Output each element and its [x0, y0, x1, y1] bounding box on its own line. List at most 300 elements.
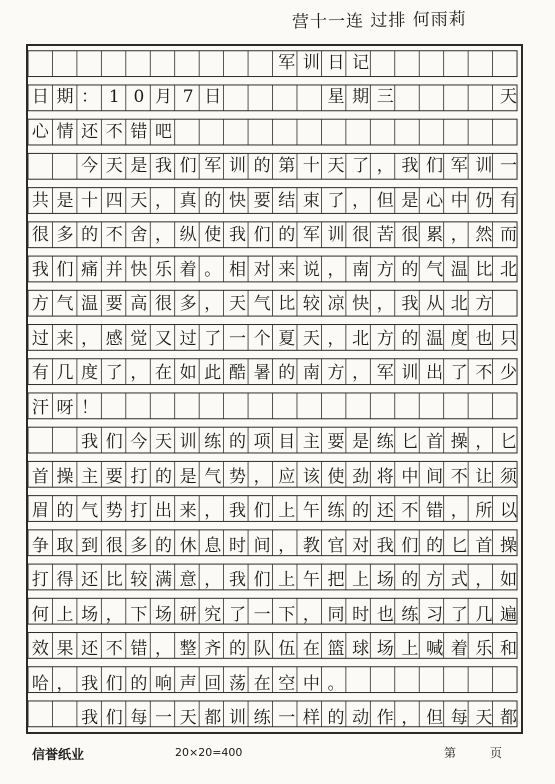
grid-cell: 在: [155, 363, 173, 383]
grid-cell: 球: [352, 639, 370, 659]
grid-spec: 20×20=400: [175, 746, 243, 759]
grid-cell: 的: [130, 673, 148, 694]
grid-cell: [373, 671, 398, 697]
essay-row: [28, 188, 521, 214]
grid-cell: 三: [376, 87, 394, 107]
grid-cell: 研: [179, 604, 197, 625]
grid-cell: [447, 85, 472, 111]
grid-cell: 的: [228, 432, 246, 452]
grid-cell: 很: [31, 225, 49, 245]
page-suffix: 页: [490, 746, 503, 760]
grid-cell: 首: [31, 466, 49, 487]
grid-cell: 错: [130, 121, 148, 142]
grid-cell: 有: [31, 363, 49, 383]
grid-cell: [274, 395, 299, 421]
grid-cell: [496, 671, 521, 697]
grid-cell: 我: [401, 156, 419, 176]
grid-cell: 场: [155, 604, 173, 625]
grid-cell: [299, 395, 324, 421]
grid-cell: 上: [278, 501, 296, 521]
grid-cell: 快: [352, 294, 370, 314]
grid-cell: 是: [352, 432, 370, 452]
grid-cell: 匕: [450, 535, 468, 556]
essay-row: [28, 154, 521, 180]
grid-cell: ，: [352, 363, 370, 383]
grid-cell: 是: [401, 190, 419, 211]
grid-cell: 方: [31, 294, 49, 314]
grid-cell: 休: [179, 535, 197, 556]
grid-cell: 午: [302, 570, 320, 590]
grid-cell: 要: [253, 190, 271, 211]
grid-cell: 北: [499, 259, 517, 280]
grid-cell: [398, 50, 423, 76]
grid-cell: 多: [56, 225, 74, 245]
grid-cell: 满: [155, 570, 173, 590]
grid-cell: 眉: [31, 501, 49, 521]
grid-cell: 对: [352, 535, 370, 556]
grid-cell: 比: [278, 294, 296, 314]
grid-cell: 有: [499, 190, 517, 211]
grid-cell: 不: [105, 121, 123, 142]
essay-row: [28, 395, 521, 421]
grid-cell: 响: [155, 673, 173, 694]
grid-cell: 空: [278, 673, 296, 694]
grid-cell: 场: [376, 639, 394, 659]
grid-cell: 情: [56, 121, 74, 142]
grid-cell: 北: [450, 294, 468, 314]
essay-row: [28, 499, 521, 525]
grid-cell: 十: [81, 190, 99, 211]
grid-cell: 应: [278, 466, 296, 487]
grid-cell: 喊: [426, 639, 444, 659]
grid-cell: ，: [302, 604, 320, 625]
grid-cell: 度: [81, 363, 99, 383]
grid-cell: 午: [302, 501, 320, 521]
grid-cell: 我: [228, 501, 246, 521]
grid-cell: [53, 50, 78, 76]
grid-cell: 们: [105, 708, 123, 728]
grid-cell: 天: [130, 190, 148, 211]
grid-cell: 错: [130, 639, 148, 659]
grid-cell: 天: [302, 328, 320, 349]
grid-cell: [398, 119, 423, 145]
grid-cell: 时: [352, 604, 370, 625]
grid-cell: [496, 50, 521, 76]
grid-cell: ，: [253, 466, 271, 487]
essay-row: [28, 119, 521, 145]
grid-cell: 着: [450, 639, 468, 659]
page-footer: [0, 744, 555, 774]
grid-cell: 时: [228, 535, 246, 556]
grid-cell: [127, 395, 152, 421]
grid-cell: 从: [426, 294, 444, 314]
grid-cell: 军: [278, 52, 296, 73]
grid-cell: 天: [475, 708, 493, 728]
grid-cell: 束: [302, 190, 320, 211]
grid-cell: [225, 50, 250, 76]
grid-cell: 天: [105, 156, 123, 176]
grid-cell: 也: [475, 328, 493, 349]
grid-cell: [28, 50, 53, 76]
grid-cell: 气: [56, 294, 74, 314]
grid-cell: [127, 50, 152, 76]
grid-cell: 的: [155, 535, 173, 556]
grid-cell: 的: [401, 570, 419, 590]
grid-cell: 首: [475, 535, 493, 556]
grid-cell: 气: [204, 466, 222, 487]
grid-cell: [274, 85, 299, 111]
grid-cell: [299, 119, 324, 145]
grid-cell: [422, 671, 447, 697]
grid-cell: 乐: [475, 639, 493, 659]
grid-cell: 吧: [155, 121, 173, 142]
grid-cell: 须: [499, 466, 517, 487]
grid-cell: 汗: [31, 397, 49, 418]
grid-cell: 上: [352, 570, 370, 590]
grid-cell: 今: [81, 156, 99, 176]
grid-cell: 我: [81, 708, 99, 728]
grid-cell: 打: [130, 466, 148, 487]
grid-cell: ，: [327, 328, 345, 349]
grid-cell: 把: [327, 570, 345, 590]
grid-cell: 的: [401, 259, 419, 280]
grid-cell: 我: [31, 259, 49, 280]
grid-cell: [496, 292, 521, 318]
grid-cell: 较: [302, 294, 320, 314]
grid-cell: 伍: [278, 639, 296, 659]
writing-grid: [26, 44, 523, 734]
grid-cell: 天: [327, 156, 345, 176]
grid-cell: 出: [426, 363, 444, 383]
grid-cell: 度: [450, 328, 468, 349]
grid-cell: 势: [105, 501, 123, 521]
grid-cell: 势: [228, 466, 246, 487]
grid-cell: 以: [499, 501, 517, 521]
grid-cell: 几: [56, 363, 74, 383]
author-note: 营十一连 过排 何雨莉: [291, 9, 468, 33]
grid-cell: 声: [179, 673, 197, 694]
essay-row: [28, 430, 521, 456]
grid-cell: 的: [278, 225, 296, 245]
grid-cell: [398, 395, 423, 421]
grid-cell: 方: [426, 570, 444, 590]
essay-row: [28, 50, 521, 76]
grid-cell: 不: [105, 225, 123, 245]
grid-cell: 方: [376, 259, 394, 280]
grid-cell: 该: [302, 466, 320, 487]
grid-cell: 来: [179, 501, 197, 521]
grid-cell: 还: [81, 121, 99, 142]
grid-cell: 天: [228, 294, 246, 314]
grid-cell: 快: [228, 190, 246, 211]
grid-cell: 荡: [228, 673, 246, 694]
grid-cell: 们: [253, 570, 271, 590]
grid-cell: 又: [155, 328, 173, 349]
grid-cell: [200, 50, 225, 76]
grid-cell: 记: [352, 52, 370, 73]
grid-cell: 比: [475, 259, 493, 280]
grid-cell: 的: [204, 190, 222, 211]
grid-cell: 的: [228, 639, 246, 659]
grid-cell: 的: [352, 501, 370, 521]
essay-row: [28, 292, 521, 318]
grid-cell: 训: [401, 363, 419, 383]
grid-cell: 我: [401, 294, 419, 314]
grid-cell: ！: [81, 397, 99, 418]
grid-cell: 共: [31, 190, 49, 211]
grid-cell: [151, 50, 176, 76]
grid-cell: 场: [376, 570, 394, 590]
grid-cell: [447, 671, 472, 697]
grid-cell: 方: [327, 363, 345, 383]
grid-cell: 的: [327, 708, 345, 728]
grid-cell: 在: [302, 639, 320, 659]
grid-cell: 不: [475, 363, 493, 383]
grid-cell: 果: [56, 639, 74, 659]
grid-cell: [53, 430, 78, 456]
grid-cell: 如: [499, 570, 517, 590]
grid-cell: 中: [401, 466, 419, 487]
grid-cell: 操: [499, 535, 517, 556]
grid-cell: [348, 671, 373, 697]
grid-cell: 一: [499, 156, 517, 176]
grid-cell: 舍: [130, 225, 148, 245]
grid-cell: 一: [155, 708, 173, 728]
grid-cell: 是: [179, 466, 197, 487]
grid-cell: 何: [31, 604, 49, 625]
grid-cell: 温: [81, 294, 99, 314]
grid-cell: 训: [302, 52, 320, 73]
grid-cell: 间: [253, 535, 271, 556]
grid-cell: 几: [475, 604, 493, 625]
grid-cell: [225, 85, 250, 111]
grid-cell: 每: [450, 708, 468, 728]
grid-cell: 匕: [499, 432, 517, 452]
grid-cell: 都: [499, 708, 517, 728]
grid-cell: 还: [81, 639, 99, 659]
grid-cell: [422, 119, 447, 145]
grid-cell: 下: [130, 604, 148, 625]
grid-cell: 。: [327, 673, 345, 694]
grid-cell: [324, 119, 349, 145]
grid-cell: 一: [253, 604, 271, 625]
brand-label: 信誉纸业: [32, 748, 85, 763]
grid-cell: 要: [105, 466, 123, 487]
grid-cell: 比: [105, 570, 123, 590]
grid-cell: 训: [179, 432, 197, 452]
grid-cell: 很: [401, 225, 419, 245]
grid-cell: 打: [31, 570, 49, 590]
grid-cell: 回: [204, 673, 222, 694]
grid-cell: [250, 50, 275, 76]
grid-cell: 们: [105, 673, 123, 694]
grid-cell: 此: [204, 363, 222, 383]
grid-cell: 齐: [204, 639, 222, 659]
grid-cell: 对: [253, 259, 271, 280]
grid-cell: [348, 395, 373, 421]
grid-cell: [472, 50, 497, 76]
grid-cell: [496, 395, 521, 421]
grid-cell: ，: [376, 294, 394, 314]
grid-cell: 着: [179, 259, 197, 280]
grid-cell: 相: [228, 259, 246, 280]
grid-cell: 遍: [499, 604, 517, 625]
grid-cell: [447, 395, 472, 421]
grid-cell: 我: [155, 156, 173, 176]
grid-cell: 了: [327, 190, 345, 211]
grid-cell: ，: [352, 190, 370, 211]
grid-cell: 温: [450, 259, 468, 280]
essay-row: [28, 257, 521, 283]
grid-cell: [422, 395, 447, 421]
grid-cell: 们: [253, 225, 271, 245]
grid-cell: 劲: [352, 466, 370, 487]
grid-cell: [28, 430, 53, 456]
grid-cell: 教: [302, 535, 320, 556]
essay-row: [28, 602, 521, 628]
grid-cell: 军: [204, 156, 222, 176]
grid-cell: 同: [327, 604, 345, 625]
grid-cell: 训: [228, 708, 246, 728]
grid-cell: 让: [475, 466, 493, 487]
grid-cell: [496, 119, 521, 145]
grid-cell: 很: [352, 225, 370, 245]
grid-cell: 每: [130, 708, 148, 728]
grid-cell: 中: [302, 673, 320, 694]
grid-cell: [102, 395, 127, 421]
grid-cell: ，: [376, 156, 394, 176]
grid-cell: [151, 395, 176, 421]
grid-cell: ，: [81, 328, 99, 349]
grid-cell: 训: [475, 156, 493, 176]
grid-cell: 错: [426, 501, 444, 521]
grid-cell: 乐: [155, 259, 173, 280]
grid-cell: [398, 85, 423, 111]
grid-cell: 们: [426, 156, 444, 176]
grid-cell: 意: [179, 570, 197, 590]
grid-cell: 气: [253, 294, 271, 314]
grid-cell: 苦: [376, 225, 394, 245]
grid-cell: 累: [426, 225, 444, 245]
essay-row: [28, 361, 521, 387]
grid-cell: 们: [56, 259, 74, 280]
grid-cell: 队: [253, 639, 271, 659]
grid-cell: 多: [130, 535, 148, 556]
grid-cell: 但: [376, 190, 394, 211]
grid-cell: 日: [31, 87, 49, 107]
grid-cell: 要: [105, 294, 123, 314]
grid-cell: 是: [130, 156, 148, 176]
grid-cell: 一: [278, 708, 296, 728]
grid-cell: 主: [81, 466, 99, 487]
grid-cell: [176, 119, 201, 145]
grid-cell: 不: [105, 639, 123, 659]
grid-cell: 来: [56, 328, 74, 349]
grid-cell: 训: [327, 225, 345, 245]
grid-cell: 十: [302, 156, 320, 176]
grid-cell: 的: [56, 501, 74, 521]
grid-cell: 们: [401, 535, 419, 556]
page-label: 第: [444, 746, 457, 760]
grid-cell: [299, 85, 324, 111]
essay-row: [28, 85, 521, 111]
grid-cell: 日: [204, 87, 222, 107]
grid-cell: 过: [179, 328, 197, 349]
grid-cell: 整: [179, 639, 197, 659]
grid-cell: 我: [228, 570, 246, 590]
grid-cell: ：: [81, 87, 99, 107]
grid-cell: 并: [105, 259, 123, 280]
grid-cell: 军: [450, 156, 468, 176]
grid-cell: 一: [228, 328, 246, 349]
grid-cell: ，: [450, 225, 468, 245]
grid-cell: ，: [450, 501, 468, 521]
grid-cell: 不: [401, 501, 419, 521]
grid-cell: [102, 50, 127, 76]
grid-cell: 很: [155, 294, 173, 314]
grid-cell: [176, 395, 201, 421]
essay-row: [28, 706, 521, 732]
grid-cell: 痛: [81, 259, 99, 280]
grid-cell: 说: [302, 259, 320, 280]
grid-cell: 军: [376, 363, 394, 383]
grid-cell: [200, 119, 225, 145]
grid-cell: [447, 50, 472, 76]
grid-cell: 操: [56, 466, 74, 487]
grid-cell: 天: [499, 87, 517, 107]
grid-cell: 究: [204, 604, 222, 625]
grid-cell: [53, 706, 78, 732]
grid-cell: 如: [179, 363, 197, 383]
grid-cell: 打: [130, 501, 148, 521]
grid-cell: 所: [475, 501, 493, 521]
grid-cell: 。: [204, 259, 222, 280]
grid-cell: 月: [155, 87, 173, 107]
grid-cell: 来: [278, 259, 296, 280]
grid-cell: [176, 50, 201, 76]
grid-cell: [250, 119, 275, 145]
grid-cell: 目: [278, 432, 296, 452]
grid-cell: 练: [401, 604, 419, 625]
grid-cell: 过: [31, 328, 49, 349]
grid-cell: 只: [499, 328, 517, 349]
grid-cell: 和: [499, 639, 517, 659]
grid-cell: 习: [426, 604, 444, 625]
grid-cell: 北: [352, 328, 370, 349]
essay-row: [28, 637, 521, 663]
grid-cell: 气: [426, 259, 444, 280]
grid-cell: ，: [204, 501, 222, 521]
grid-cell: ，: [475, 432, 493, 452]
grid-cell: ，: [105, 604, 123, 625]
grid-cell: [447, 119, 472, 145]
grid-cell: 还: [376, 501, 394, 521]
grid-cell: 期: [352, 87, 370, 107]
grid-cell: 军: [302, 225, 320, 245]
grid-cell: 训: [228, 156, 246, 176]
grid-cell: 1: [108, 87, 120, 107]
grid-cell: [77, 50, 102, 76]
grid-cell: 动: [352, 708, 370, 728]
grid-cell: [472, 85, 497, 111]
grid-cell: 的: [155, 466, 173, 487]
essay-row: [28, 464, 521, 490]
grid-cell: 也: [376, 604, 394, 625]
grid-cell: 心: [426, 190, 444, 211]
grid-cell: 天: [155, 432, 173, 452]
grid-cell: 操: [450, 432, 468, 452]
grid-cell: 多: [179, 294, 197, 314]
